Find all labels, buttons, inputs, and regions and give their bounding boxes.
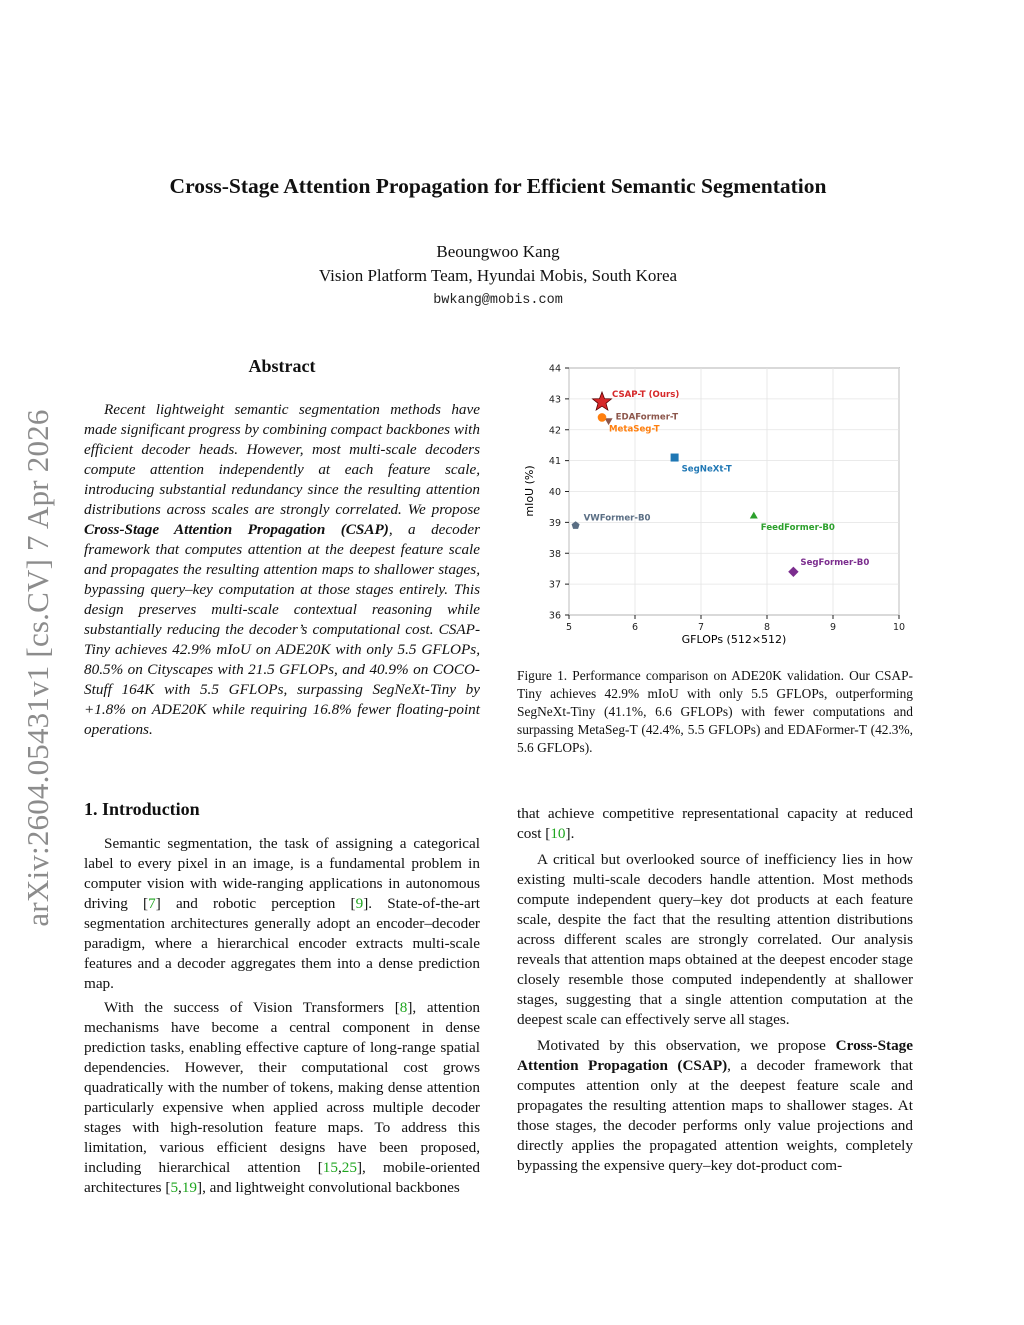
y-tick-label: 36 [548, 610, 561, 622]
citation-link[interactable]: 10 [550, 825, 566, 842]
y-axis-label: mIoU (%) [523, 465, 536, 517]
intro-paragraph: that achieve competitive representational capacity at reduced cost [10]. [517, 805, 913, 842]
x-axis-label: GFLOPs (512×512) [681, 633, 787, 646]
intro-right-column [517, 804, 913, 1180]
y-tick-label: 39 [548, 517, 561, 529]
abstract-method-name: Cross-Stage Attention Propagation (CSAP) [84, 521, 389, 538]
abstract-body [84, 400, 480, 740]
y-tick-label: 37 [548, 579, 561, 591]
abstract-text-1: Recent lightweight semantic segmentation methods have made significant progress by combining compact backbones with efficient decoder heads. However, most multi-scale decoders compute attention independently at each feature scale, introducing substantial redundancy since the resulting attention distributions across scales are strongly correlated. We propose [84, 401, 480, 518]
author-email[interactable]: bwkang@mobis.com [433, 293, 563, 308]
citation-link[interactable]: 25 [341, 1159, 357, 1176]
x-tick-label: 9 [829, 622, 837, 633]
section-heading-introduction: 1. Introduction [84, 799, 200, 819]
point-vwformer-b0-label: VWFormer-B0 [583, 513, 651, 524]
point-metaseg-t-label: MetaSeg-T [609, 424, 660, 435]
y-tick-label: 43 [548, 394, 561, 406]
abstract-heading: Abstract [248, 356, 316, 376]
point-segformer-b0-label: SegFormer-B0 [800, 557, 870, 568]
y-tick-label: 41 [548, 456, 561, 468]
citation-link[interactable]: 8 [399, 999, 408, 1016]
citation-link[interactable]: 7 [148, 895, 156, 912]
intro-paragraph: A critical but overlooked source of inefficiency lies in how existing multi-scale decoders handle attention. Most methods compute independent query–key dot products at each feature scale, despite the fact that the resulting attention distributions across different scales are strongly correlated. Our analysis reveals that attention maps obtained at the deepest encoder stage closely resemble those computed independently at shallower stages, suggesting that a single attention computation at the deepest scale can effectively serve all stages. [517, 851, 913, 1028]
intro-paragraph: With the success of Vision Transformers [8], attention mechanisms have become a central component in dense prediction tasks, enabling effective capture of long-range spatial dependencies. However, their computational cost grows quadratically with the number of tokens, making dense attention particularly expensive when applied across multiple decoder stages with high-resolution feature maps. To address this limitation, various efficient designs have been proposed, including hierarchical attention [15,25], mobile-oriented architectures [5,19], and lightweight convolutional backbones [84, 999, 481, 1196]
point-segnext-t-label: SegNeXt-T [681, 464, 732, 475]
y-tick-label: 42 [548, 425, 561, 437]
author-affiliation: Vision Platform Team, Hyundai Mobis, South Korea [318, 266, 678, 285]
point-metaseg-t-marker [598, 413, 607, 422]
point-csap-t-ours-label: CSAP-T (Ours) [612, 389, 680, 400]
x-tick-label: 8 [763, 622, 771, 633]
paper-title: Cross-Stage Attention Propagation for Efficient Semantic Segmentation [169, 174, 827, 198]
intro-paragraph: Semantic segmentation, the task of assigning a categorical label to every pixel in an image, is a fundamental problem in computer vision with wide-ranging applications in autonomous driving [7] and robotic perception [9]. State-of-the-art segmentation architectures generally adopt an encoder–decoder paradigm, where a hierarchical encoder extracts multi-scale features and a decoder aggregates them into a dense prediction map. [84, 835, 480, 992]
x-tick-label: 5 [565, 622, 573, 633]
intro-paragraph: Motivated by this observation, we propose Cross-Stage Attention Propagation (CSAP), a decoder framework that computes attention only at the deepest feature scale and propagates the resulting attention maps to shallower stages. At those stages, the decoder performs only value projections and directly applies the propagated attention weights, completely bypassing the expensive query–key dot-product com- [517, 1037, 914, 1174]
abstract-text-2: , a decoder framework that computes attention at the deepest feature scale and propagates the resulting attention maps to shallower stages, bypassing query–key computation at those stages entirely. This design preserves multi-scale contextual reasoning while substantially reducing the decoder’s computational cost. CSAP-Tiny achieves 42.9% mIoU on ADE20K with only 5.5 GFLOPs, 80.5% on Cityscapes with 21.5 GFLOPs, and 40.9% on COCO-Stuff 164K with 5.5 GFLOPs, surpassing SegNeXt-Tiny by +1.8% on ADE20K while requiring 16.8% fewer floating-point operations. [84, 521, 481, 738]
y-tick-label: 40 [548, 487, 561, 498]
point-edaformer-t-label: EDAFormer-T [615, 412, 679, 423]
y-tick-label: 44 [548, 363, 561, 375]
author-name: Beoungwoo Kang [436, 242, 560, 261]
point-feedformer-b0-label: FeedFormer-B0 [760, 523, 835, 534]
point-segnext-t-marker [671, 454, 679, 462]
x-tick-label: 7 [697, 622, 705, 633]
citation-link[interactable]: 9 [355, 895, 364, 912]
x-tick-label: 10 [892, 622, 906, 633]
intro-left-column [84, 834, 480, 1202]
citation-link[interactable]: 19 [181, 1179, 198, 1196]
y-tick-label: 38 [548, 548, 561, 560]
x-tick-label: 6 [631, 622, 639, 633]
arxiv-sidebar-id: arXiv:2604.05431v1 [cs.CV] 7 Apr 2026 [20, 409, 55, 927]
figure-1-caption: Figure 1. Performance comparison on ADE20K validation. Our CSAP-Tiny achieves 42.9% mIoU with only 5.5 GFLOPs, outperforming SegNeXt-Tiny (41.1%, 6.6 GFLOPs) with fewer computations and surpassing MetaSeg-T (42.4%, 5.5 GFLOPs) and EDAFormer-T (42.3%, 5.6 GFLOPs). [517, 668, 913, 755]
method-name: Cross-Stage Attention Propagation (CSAP) [517, 1037, 913, 1074]
figure-1-scatter-chart [517, 356, 917, 652]
citation-link[interactable]: 15 [322, 1159, 338, 1176]
citation-link[interactable]: 5 [170, 1179, 179, 1196]
